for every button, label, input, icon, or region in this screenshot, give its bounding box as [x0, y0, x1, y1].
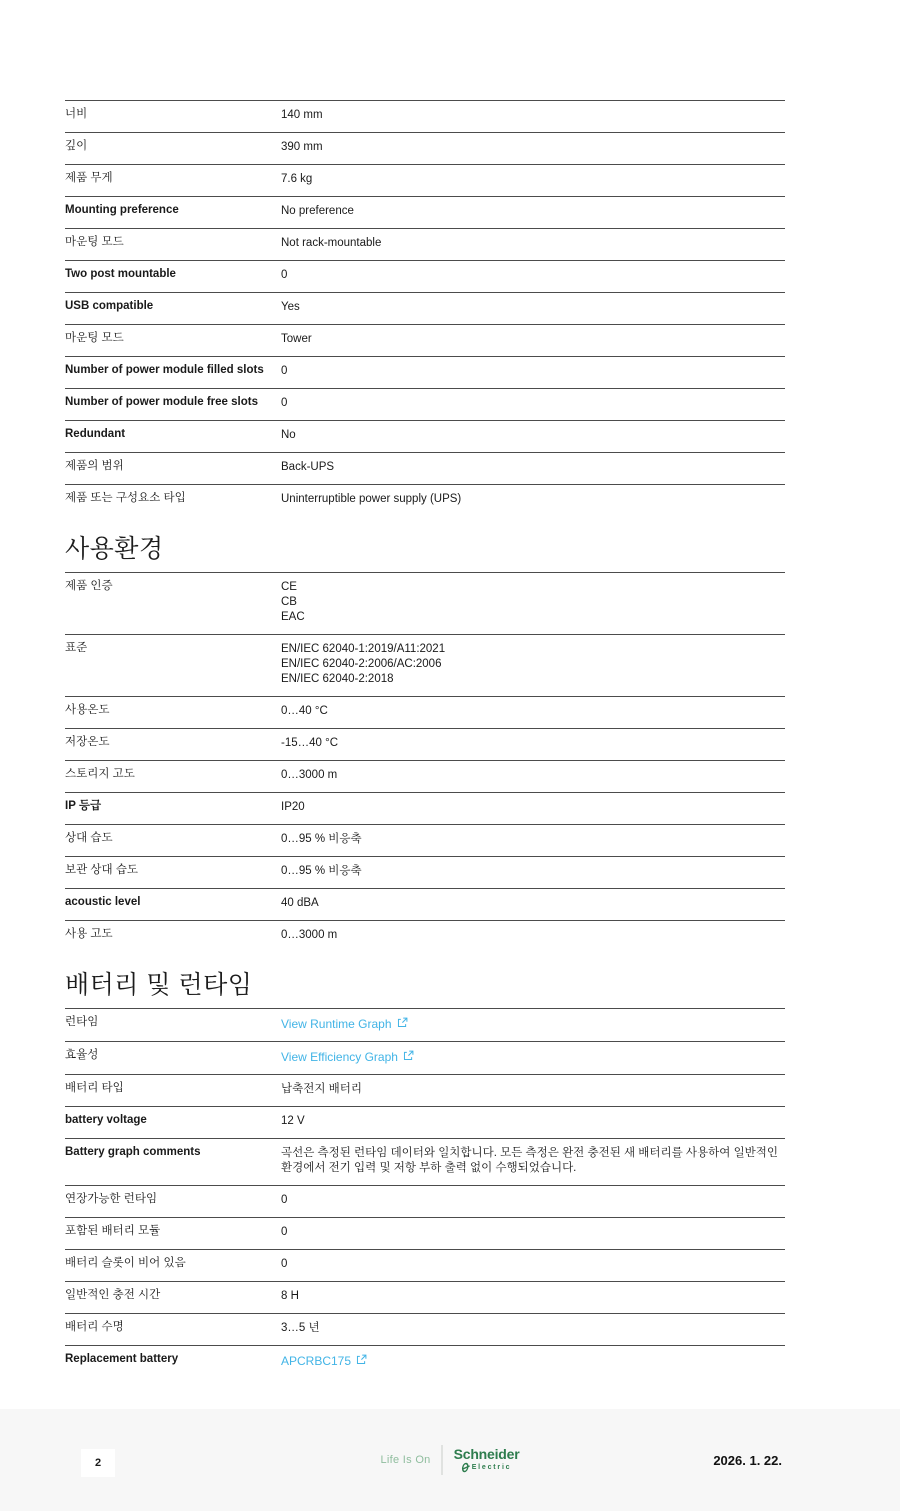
row-label: 표준	[65, 642, 88, 654]
table-row	[65, 100, 785, 132]
table-row	[65, 292, 785, 324]
row-value	[281, 928, 785, 943]
row-value	[281, 428, 785, 443]
row-label: 제품 또는 구성요소 타입	[65, 492, 186, 504]
value-line: No preference	[281, 205, 354, 217]
table-row	[65, 792, 785, 824]
value-line: EN/IEC 62040-1:2019/A11:2021	[281, 643, 446, 655]
row-value	[281, 1082, 785, 1097]
row-value	[281, 736, 785, 751]
section	[65, 100, 785, 516]
table-row	[65, 356, 785, 388]
row-label: 저장온도	[65, 736, 110, 748]
value-line: CB	[281, 596, 297, 608]
row-label: 연장가능한 런타임	[65, 1193, 158, 1205]
value-line: EN/IEC 62040-2:2006/AC:2006	[281, 658, 442, 670]
row-value	[281, 1049, 785, 1065]
value-line: No	[281, 429, 296, 441]
row-label: 상대 습도	[65, 832, 113, 844]
row-label: 일반적인 충전 시간	[65, 1289, 161, 1301]
value-line: Not rack-mountable	[281, 237, 382, 249]
value-line: 8 H	[281, 1290, 299, 1302]
section-title: 배터리 및 런타임	[65, 971, 253, 999]
row-label: Mounting preference	[65, 204, 179, 216]
footer-date: 2026. 1. 22.	[713, 1453, 782, 1468]
link-label: APCRBC175	[281, 1354, 352, 1368]
row-value	[281, 204, 785, 219]
table-row	[65, 1185, 785, 1217]
value-line: IP20	[281, 801, 305, 813]
value-line: 0…95 % 비응축	[281, 865, 362, 877]
page-footer	[0, 1409, 900, 1511]
table-row	[65, 324, 785, 356]
schneider-logo	[381, 1445, 520, 1475]
value-line: 12 V	[281, 1115, 305, 1127]
brand-sub: Electric	[471, 1464, 512, 1471]
table-row	[65, 388, 785, 420]
row-label: 제품 무게	[65, 172, 113, 184]
value-line: 390 mm	[281, 141, 323, 153]
row-value	[281, 460, 785, 475]
row-value	[281, 332, 785, 347]
row-label: Number of power module free slots	[65, 396, 258, 408]
row-label: 사용온도	[65, 704, 110, 716]
table-row	[65, 1074, 785, 1106]
page-number-text: 2	[94, 1457, 102, 1469]
row-value	[281, 300, 785, 315]
row-label: 마운팅 모드	[65, 332, 124, 344]
row-label: 제품의 범위	[65, 460, 124, 472]
value-line: 0	[281, 1194, 288, 1206]
row-value	[281, 1289, 785, 1304]
table-row	[65, 164, 785, 196]
value-line: 7.6 kg	[281, 173, 313, 185]
external-link-icon	[356, 1354, 367, 1365]
section-title: 사용환경	[65, 535, 164, 563]
value-line: 0…3000 m	[281, 769, 338, 781]
row-label: 깊이	[65, 140, 88, 152]
row-label: Battery graph comments	[65, 1146, 201, 1158]
row-label: IP 등급	[65, 800, 102, 812]
table-row	[65, 260, 785, 292]
row-value	[281, 1146, 785, 1176]
row-value	[281, 140, 785, 155]
table-row	[65, 696, 785, 728]
row-label: 배터리 타입	[65, 1082, 124, 1094]
value-line: CE	[281, 581, 297, 593]
row-value	[281, 1016, 785, 1032]
row-label: Two post mountable	[65, 268, 176, 280]
row-value	[281, 642, 785, 687]
row-label: 마운팅 모드	[65, 236, 124, 248]
value-line: Yes	[281, 301, 300, 313]
row-label: 너비	[65, 108, 88, 120]
link-label: View Efficiency Graph	[281, 1050, 398, 1064]
row-value	[281, 236, 785, 251]
row-value	[281, 268, 785, 283]
row-value	[281, 396, 785, 411]
table-row	[65, 920, 785, 952]
row-value	[281, 172, 785, 187]
schneider-emblem-icon	[462, 1462, 471, 1473]
value-line: Uninterruptible power supply (UPS)	[281, 493, 462, 505]
value-line: 납축전지 배터리	[281, 1083, 362, 1095]
row-value	[281, 108, 785, 123]
brand-name: Schneider	[453, 1446, 520, 1462]
row-label: 제품 인증	[65, 580, 113, 592]
table-row	[65, 132, 785, 164]
table-row	[65, 484, 785, 516]
spec-table	[65, 1008, 785, 1378]
table-row	[65, 1345, 785, 1378]
value-line: 0	[281, 365, 288, 377]
row-label: 배터리 수명	[65, 1321, 124, 1333]
value-line: Tower	[281, 333, 312, 345]
row-label: 효율성	[65, 1049, 99, 1061]
value-line: EN/IEC 62040-2:2018	[281, 673, 394, 685]
view-runtime-graph-link[interactable]	[281, 1016, 408, 1032]
schneider-wordmark	[454, 1447, 520, 1473]
row-label: Redundant	[65, 428, 126, 440]
row-value	[281, 864, 785, 879]
value-line: EAC	[281, 611, 305, 623]
table-row	[65, 1008, 785, 1041]
value-line: 0	[281, 1258, 288, 1270]
spec-table	[65, 572, 785, 952]
row-value	[281, 1321, 785, 1336]
table-row	[65, 452, 785, 484]
table-row	[65, 888, 785, 920]
value-line: 0	[281, 269, 288, 281]
row-value	[281, 704, 785, 719]
table-row	[65, 572, 785, 634]
external-link-icon	[403, 1050, 414, 1061]
life-is-on-tagline: Life Is On	[380, 1454, 431, 1466]
row-value	[281, 800, 785, 815]
row-label: 보관 상대 습도	[65, 864, 139, 876]
datasheet-content	[65, 100, 785, 1378]
row-value	[281, 364, 785, 379]
row-label: Number of power module filled slots	[65, 364, 264, 376]
row-value	[281, 492, 785, 507]
table-row	[65, 1313, 785, 1345]
value-line: 0	[281, 397, 288, 409]
row-label: 런타임	[65, 1016, 99, 1028]
value-line: 0	[281, 1226, 288, 1238]
row-value	[281, 1193, 785, 1208]
row-value	[281, 1353, 785, 1369]
row-label: 포함된 배터리 모듈	[65, 1225, 161, 1237]
section	[65, 534, 785, 952]
row-value	[281, 1114, 785, 1129]
table-row	[65, 1041, 785, 1074]
row-value	[281, 1257, 785, 1272]
table-row	[65, 728, 785, 760]
value-line: 140 mm	[281, 109, 323, 121]
table-row	[65, 760, 785, 792]
table-row	[65, 228, 785, 260]
row-label: acoustic level	[65, 896, 141, 908]
table-row	[65, 856, 785, 888]
row-label: 스토리지 고도	[65, 768, 135, 780]
table-row	[65, 1106, 785, 1138]
row-label: battery voltage	[65, 1114, 147, 1126]
table-row	[65, 196, 785, 228]
table-row	[65, 1281, 785, 1313]
row-value	[281, 580, 785, 625]
external-link-icon	[397, 1017, 408, 1028]
view-efficiency-graph-link[interactable]	[281, 1049, 414, 1065]
logo-divider	[442, 1445, 443, 1475]
row-value	[281, 1225, 785, 1240]
value-line: Back-UPS	[281, 461, 335, 473]
row-label: 사용 고도	[65, 928, 113, 940]
spec-table	[65, 100, 785, 516]
row-label: Replacement battery	[65, 1353, 179, 1365]
link-label: View Runtime Graph	[281, 1017, 392, 1031]
row-value	[281, 768, 785, 783]
table-row	[65, 420, 785, 452]
replacement-battery-link[interactable]	[281, 1353, 367, 1369]
table-row	[65, 634, 785, 696]
value-line: -15…40 °C	[281, 737, 339, 749]
value-line: 40 dBA	[281, 897, 319, 909]
brand-sub-row	[462, 1462, 512, 1473]
value-line: 0…40 °C	[281, 705, 328, 717]
value-line: 3…5 년	[281, 1322, 320, 1334]
row-label: 배터리 슬롯이 비어 있음	[65, 1257, 186, 1269]
value-line: 0…3000 m	[281, 929, 338, 941]
table-row	[65, 1249, 785, 1281]
row-label: USB compatible	[65, 300, 154, 312]
page-number	[81, 1449, 115, 1477]
table-row	[65, 1138, 785, 1185]
table-row	[65, 1217, 785, 1249]
row-value	[281, 896, 785, 911]
value-line: 0…95 % 비응축	[281, 833, 362, 845]
value-line: 곡선은 측정된 런타임 데이터와 일치합니다. 모든 측정은 완전 충전된 새 배터리를 사용하여 일반적인 환경에서 전기 입력 및 저항 부하 출력 없이 수행되었습니다.	[281, 1147, 779, 1174]
row-value	[281, 832, 785, 847]
section	[65, 970, 785, 1378]
table-row	[65, 824, 785, 856]
